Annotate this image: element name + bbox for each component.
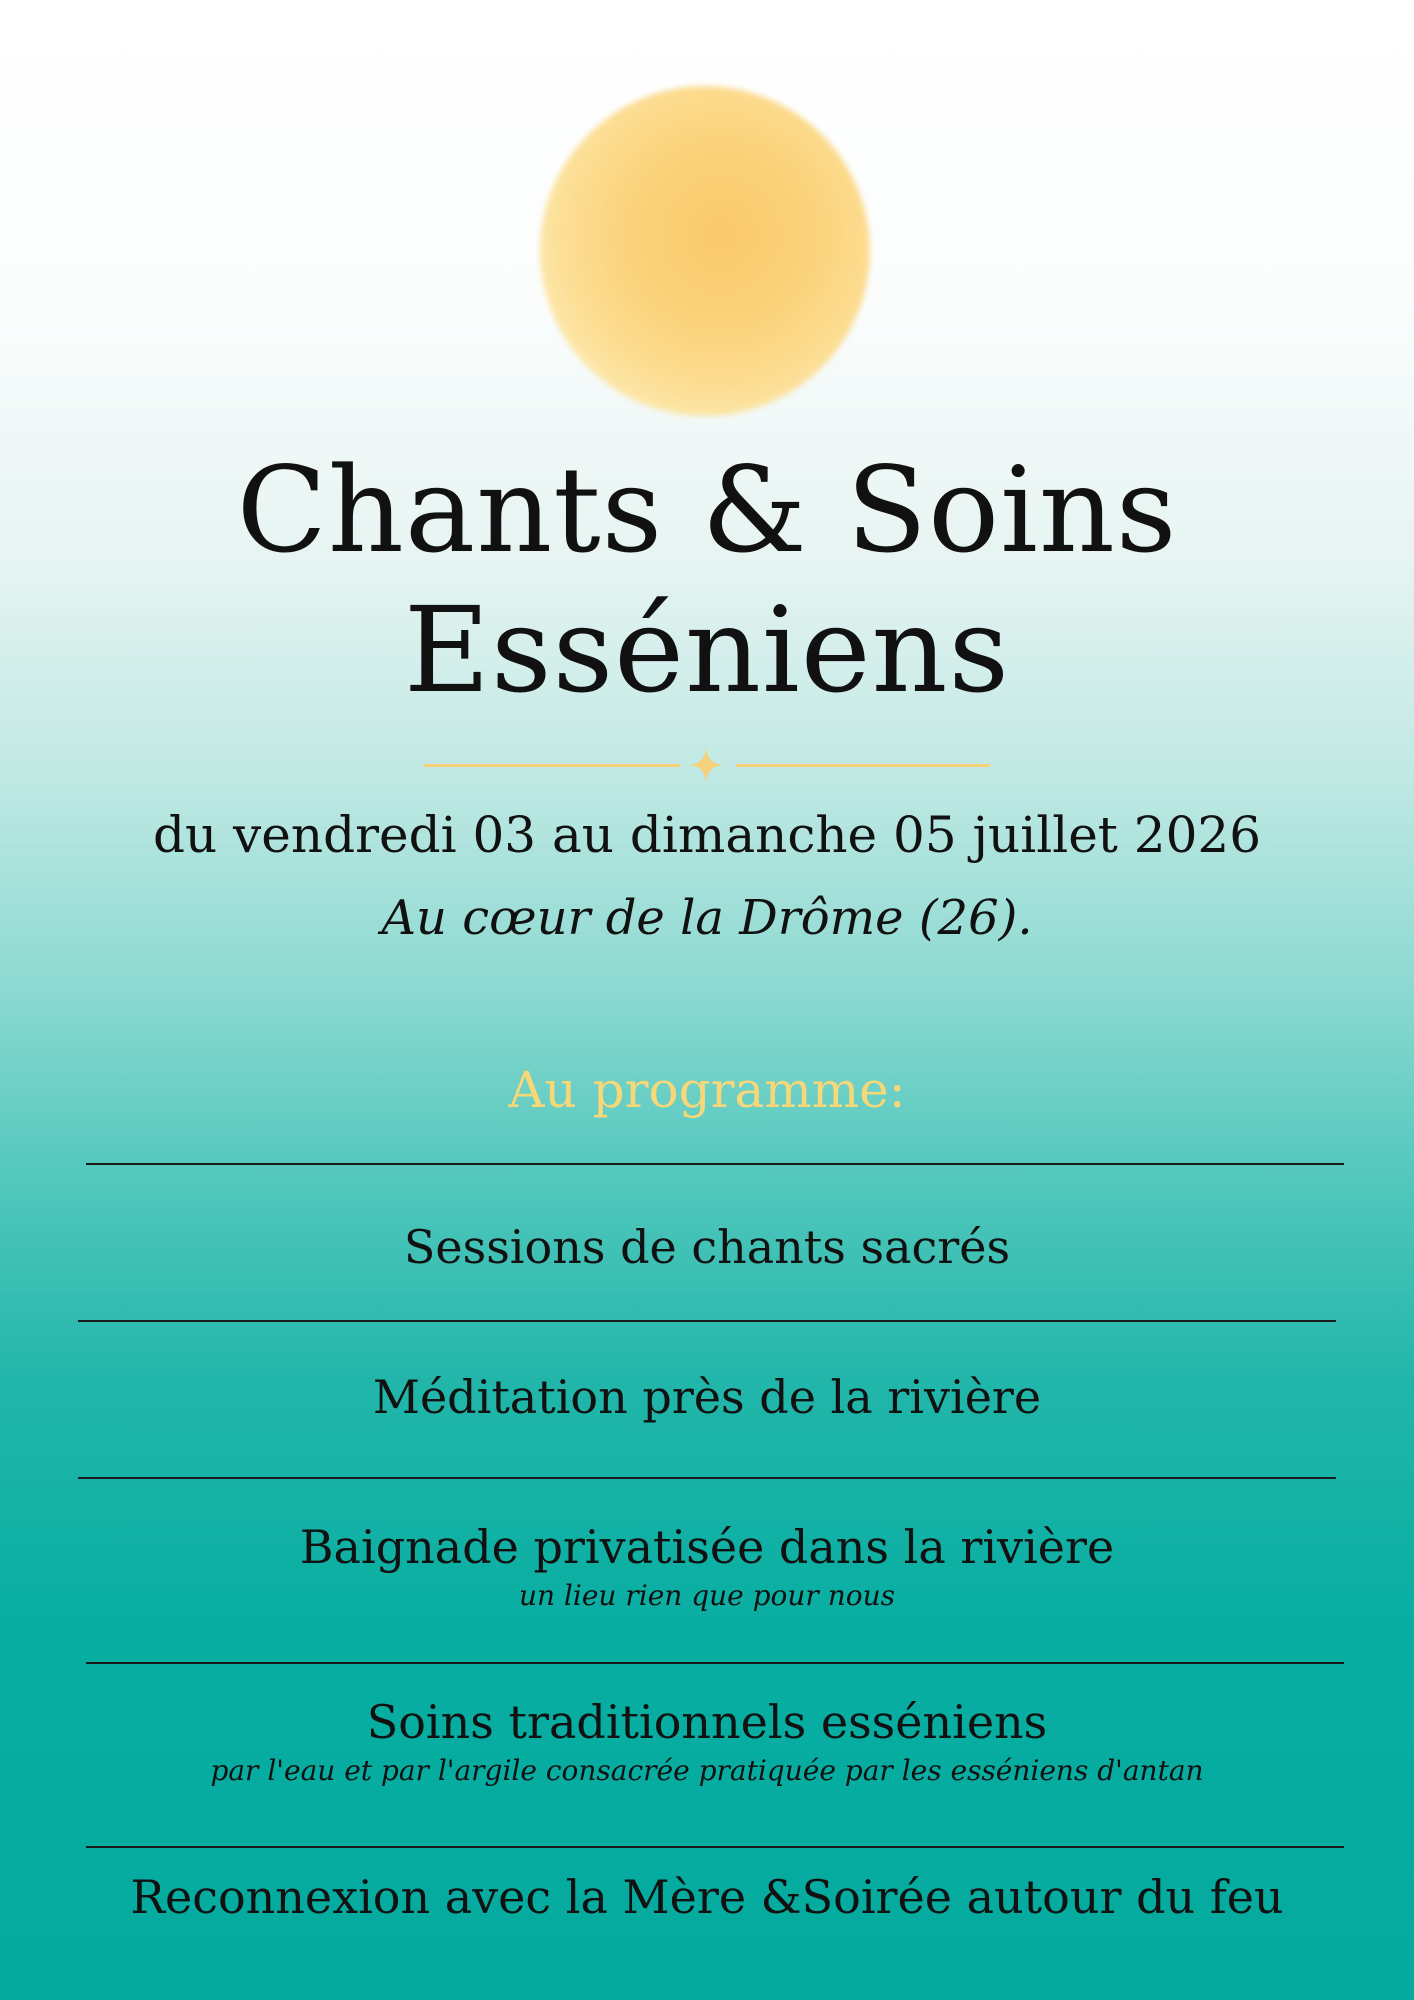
separator-line <box>86 1662 1344 1664</box>
event-location: Au cœur de la Drôme (26). <box>381 890 1033 946</box>
programme-item-subtitle: par l'eau et par l'argile consacrée pratiquée par les esséniens d'antan <box>210 1754 1204 1787</box>
sun-illustration <box>540 86 870 416</box>
sparkle-icon <box>686 745 726 785</box>
programme-item-chants <box>0 1216 1414 1278</box>
divider-right <box>736 764 990 767</box>
separator-line <box>86 1163 1344 1165</box>
separator-line <box>78 1320 1336 1322</box>
programme-item-title: Reconnexion avec la Mère &Soirée autour du feu <box>130 1870 1284 1924</box>
separator-line <box>86 1846 1344 1848</box>
programme-item-baignade <box>0 1516 1414 1614</box>
programme-item-title: Soins traditionnels esséniens <box>366 1695 1048 1749</box>
divider-left <box>424 764 680 767</box>
programme-item-subtitle: un lieu rien que pour nous <box>518 1579 896 1612</box>
page-title-line-2: Esséniens <box>403 581 1011 719</box>
separator-line <box>78 1477 1336 1479</box>
programme-item-reconnexion <box>0 1866 1414 1928</box>
programme-item-title: Baignade privatisée dans la rivière <box>299 1520 1115 1574</box>
programme-item-meditation <box>0 1366 1414 1428</box>
programme-item-soins <box>0 1691 1414 1789</box>
programme-item-title: Méditation près de la rivière <box>372 1370 1042 1424</box>
programme-item-title: Sessions de chants sacrés <box>403 1220 1011 1274</box>
page-title-line-1: Chants & Soins <box>236 441 1178 579</box>
event-dates: du vendredi 03 au dimanche 05 juillet 2026 <box>152 806 1262 864</box>
programme-heading: Au programme: <box>508 1061 906 1119</box>
